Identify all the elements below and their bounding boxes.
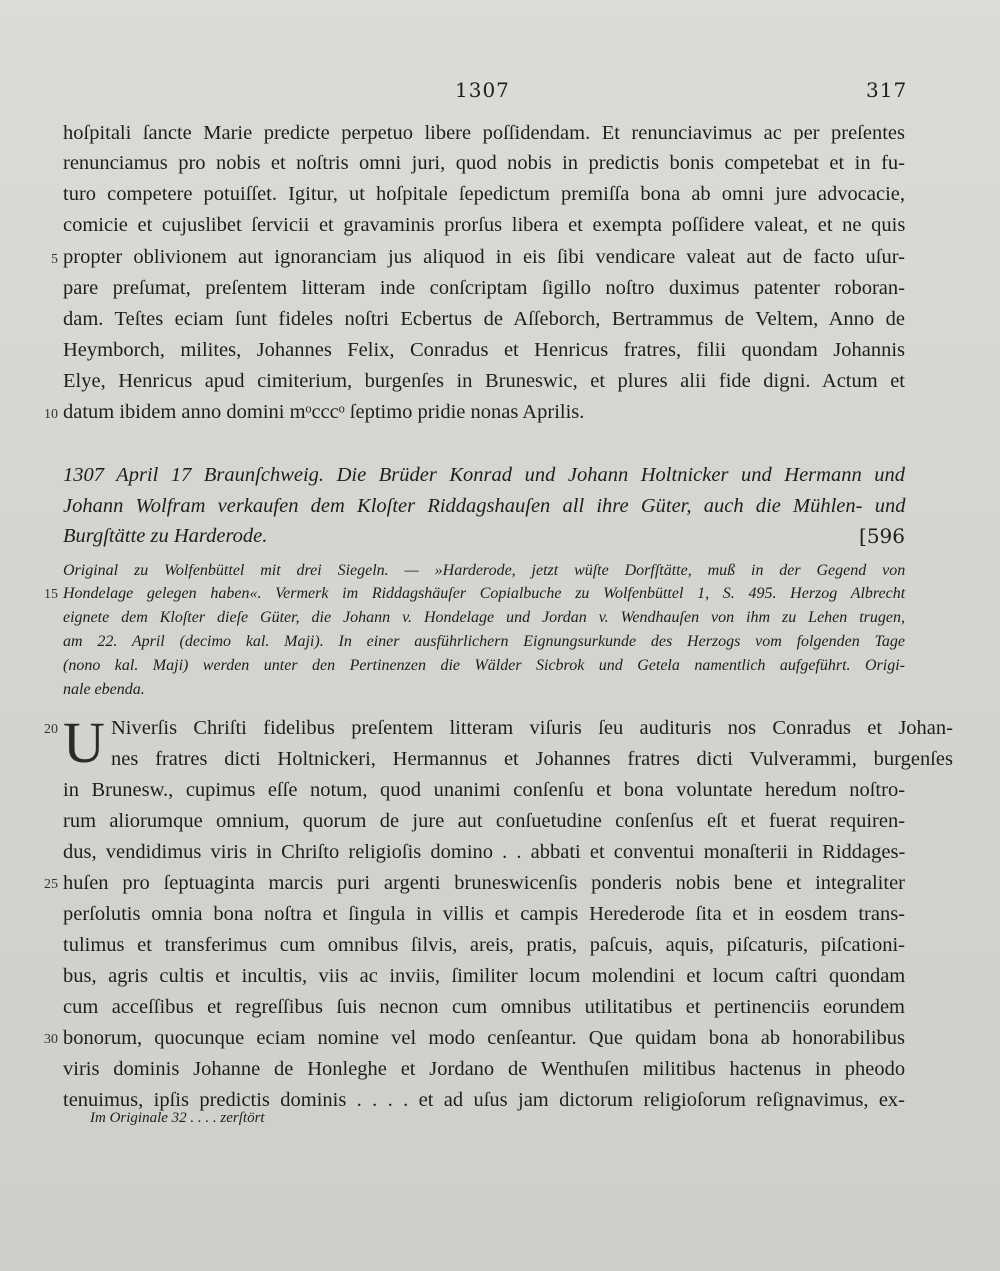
charter-line: in Brunesw., cupimus eſſe notum, quod unanimi conſenſu et bona voluntate heredum noſtro- (63, 779, 906, 801)
regest-line: Burgſtätte zu Harderode. (63, 525, 268, 547)
charter-line: rum aliorumque omnium, quorum de jure aut conſuetudine conſenſus eſt et fuerat requiren- (63, 810, 906, 832)
text-line: pare preſumat, preſentem litteram inde conſcriptam ſigillo noſtro duximus patenter roboran- (63, 277, 905, 299)
text-line: hoſpitali ſancte Marie predicte perpetuo libere poſſidendam. Et renunciavimus ac per preſentes (63, 122, 905, 144)
charter-line: huſen pro ſeptuaginta marcis puri argenti bruneswicenſis ponderis nobis bene et integraliter (63, 872, 905, 894)
line-number: 15 (44, 587, 58, 602)
header-year: 1307 (455, 78, 510, 102)
charter-line: Niverſis Chriſti fidelibus preſentem litteram viſuris ſeu audituris nos Conradus et Johan- (111, 717, 953, 739)
text-line: propter oblivionem aut ignoranciam jus aliquod in eis ſibi vendicare valeat aut de facto uſur- (63, 246, 905, 268)
line-number: 5 (51, 252, 58, 267)
note-line: (nono kal. Maji) werden unter den Pertinenzen die Wälder Sicbrok und Getela namentlich aufgeführt. Origi- (63, 657, 905, 674)
charter-line: dus, vendidimus viris in Chriſto religioſis domino . . abbati et conventui monaſterii in Riddages- (63, 841, 906, 863)
line-number: 30 (44, 1032, 58, 1047)
text-line: comicie et cujuslibet ſervicii et gravaminis prorſus libera et exempta poſſidere valeat, et ne quis (63, 214, 906, 236)
text-line: dam. Teſtes eciam ſunt fideles noſtri Ecbertus de Aſſeborch, Bertrammus de Veltem, Anno de (63, 308, 905, 330)
text-line: renunciamus pro nobis et noſtris omni juri, quod nobis in predictis bonis competebat et in fu- (63, 152, 905, 174)
charter-line: bonorum, quocunque eciam nomine vel modo cenſeantur. Que quidam bona ab honorabilibus (63, 1027, 905, 1049)
text-line: Heymborch, milites, Johannes Felix, Conradus et Henricus fratres, filii quondam Johannis (63, 339, 906, 361)
text-line: turo competere potuiſſet. Igitur, ut hoſpitale ſepedictum premiſſa bona ab omni jure advocacie, (63, 183, 905, 205)
regest-line: 1307 April 17 Braunſchweig. Die Brüder Konrad und Johann Holtnicker und Hermann und (63, 464, 905, 486)
charter-line: tenuimus, ipſis predictis dominis . . . . et ad uſus jam dictorum religioſorum reſignavimus, ex- (63, 1089, 905, 1111)
header-page-number: 317 (866, 78, 908, 102)
line-number: 25 (44, 877, 58, 892)
line-number: 10 (44, 407, 58, 422)
document-number: [596 (859, 524, 905, 548)
charter-line: cum acceſſibus et regreſſibus ſuis necnon cum omnibus utilitatibus et pertinenciis eorundem (63, 996, 905, 1018)
note-line: nale ebenda. (63, 681, 145, 698)
text-line: datum ibidem anno domini mᵒcccᵒ ſeptimo pridie nonas Aprilis. (63, 401, 585, 423)
charter-line: viris dominis Johanne de Honleghe et Jordano de Wenthuſen militibus hactenus in pheodo (63, 1058, 906, 1080)
regest-line: Johann Wolfram verkaufen dem Kloſter Riddagshauſen all ihre Güter, auch die Mühlen- und (63, 495, 906, 517)
charter-line: perſolutis omnia bona noſtra et ſingula in villis et campis Herederode ſita et in eosdem trans- (63, 903, 905, 925)
drop-cap-initial: U (63, 710, 105, 775)
note-line: eignete dem Kloſter dieſe Güter, die Johann v. Hondelage und Jordan v. Wendhauſen von ihm zu Lehen trugen, (63, 609, 905, 626)
footnote: Im Originale 32 . . . . zerſtört (90, 1110, 265, 1126)
note-line: am 22. April (decimo kal. Maji). In einer ausführlichern Eignungsurkunde des Herzogs vom folgenden Tage (63, 633, 906, 650)
charter-line: bus, agris cultis et incultis, viis ac inviis, ſimiliter locum molendini et locum caſtri quondam (63, 965, 906, 987)
charter-line: tulimus et transferimus cum omnibus ſilvis, areis, pratis, paſcuis, aquis, piſcaturis, piſcationi- (63, 934, 905, 956)
line-number: 20 (44, 722, 58, 737)
text-line: Elye, Henricus apud cimiterium, burgenſes in Bruneswic, et plures alii fide digni. Actum et (63, 370, 905, 392)
charter-line: nes fratres dicti Holtnickeri, Hermannus et Johannes fratres dicti Vulverammi, burgenſes (111, 748, 953, 770)
note-line: Hondelage gelegen haben«. Vermerk im Riddagshäuſer Copialbuche zu Wolfenbüttel 1, S. 495. Herzog Albrecht (63, 585, 906, 602)
note-line: Original zu Wolfenbüttel mit drei Siegeln. — »Harderode, jetzt wüſte Dorfſtätte, muß in der Gegend von (63, 562, 906, 579)
